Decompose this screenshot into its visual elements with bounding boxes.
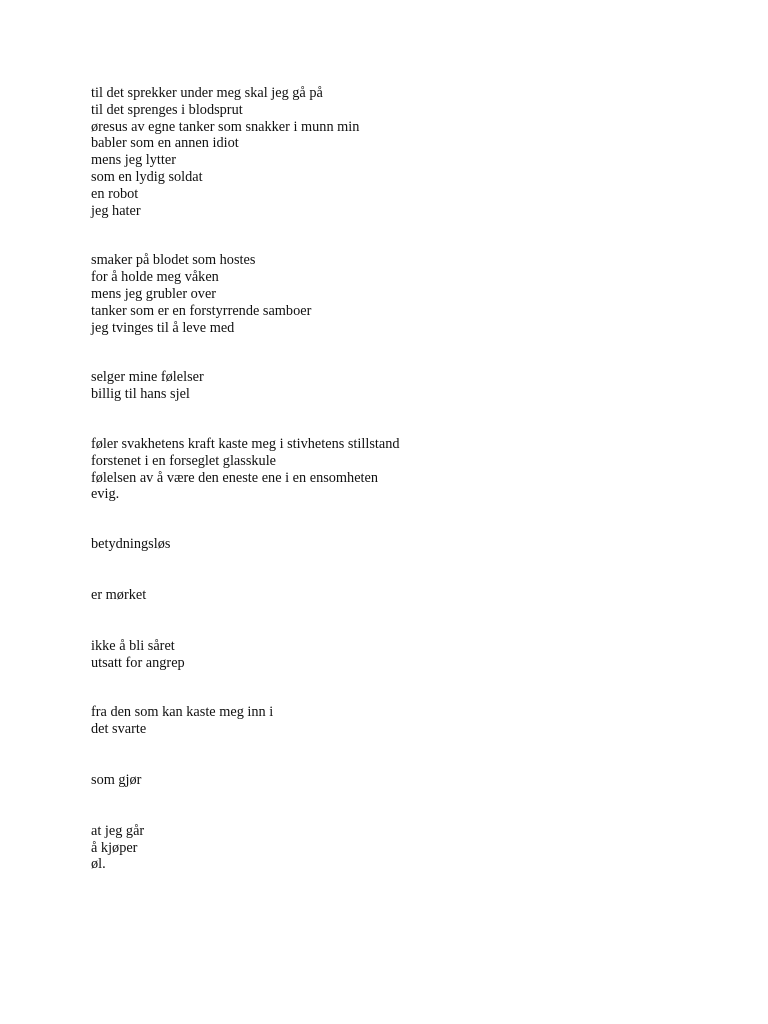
poem-line: følelsen av å være den eneste ene i en ensomheten [91, 469, 379, 486]
poem-line: betydningsløs [91, 536, 171, 553]
poem-line: babler som en annen idiot [91, 135, 239, 152]
document-page [91, 85, 731, 873]
poem-line: mens jeg lytter [91, 152, 176, 169]
poem-line: som en lydig soldat [91, 168, 203, 185]
stanza-9 [91, 772, 731, 789]
stanza-2 [91, 252, 731, 336]
poem-line: det svarte [91, 721, 147, 738]
poem-line: er mørket [91, 586, 147, 603]
poem-line: smaker på blodet som hostes [91, 252, 256, 269]
poem-line: jeg tvinges til å leve med [91, 319, 235, 336]
stanza-3 [91, 369, 731, 403]
poem-line: fra den som kan kaste meg inn i [91, 704, 274, 721]
poem-line: øl. [91, 856, 106, 873]
poem-line: til det sprekker under meg skal jeg gå på [91, 85, 323, 101]
poem-line: å kjøper [91, 839, 138, 856]
poem-line: øresus av egne tanker som snakker i munn min [91, 118, 360, 135]
stanza-5 [91, 536, 731, 553]
poem-line: mens jeg grubler over [91, 285, 217, 302]
poem-line: en robot [91, 185, 139, 202]
poem-line: føler svakhetens kraft kaste meg i stivhetens stillstand [91, 435, 400, 452]
stanza-7 [91, 638, 731, 672]
poem-line: som gjør [91, 771, 142, 788]
poem-line: jeg hater [91, 202, 141, 219]
poem-line: for å holde meg våken [91, 269, 219, 286]
poem-line: selger mine følelser [91, 369, 204, 386]
stanza-1 [91, 85, 731, 219]
stanza-6 [91, 587, 731, 604]
stanza-10 [91, 823, 731, 873]
poem-line: til det sprenges i blodsprut [91, 101, 243, 118]
poem-line: at jeg går [91, 822, 145, 839]
poem-line: ikke å bli såret [91, 637, 175, 654]
poem-line: tanker som er en forstyrrende samboer [91, 302, 312, 319]
stanza-4 [91, 436, 731, 503]
stanza-8 [91, 704, 731, 738]
poem-line: billig til hans sjel [91, 386, 190, 403]
poem-line: forstenet i en forseglet glasskule [91, 452, 277, 469]
poem-line: evig. [91, 486, 120, 503]
poem-line: utsatt for angrep [91, 654, 185, 671]
